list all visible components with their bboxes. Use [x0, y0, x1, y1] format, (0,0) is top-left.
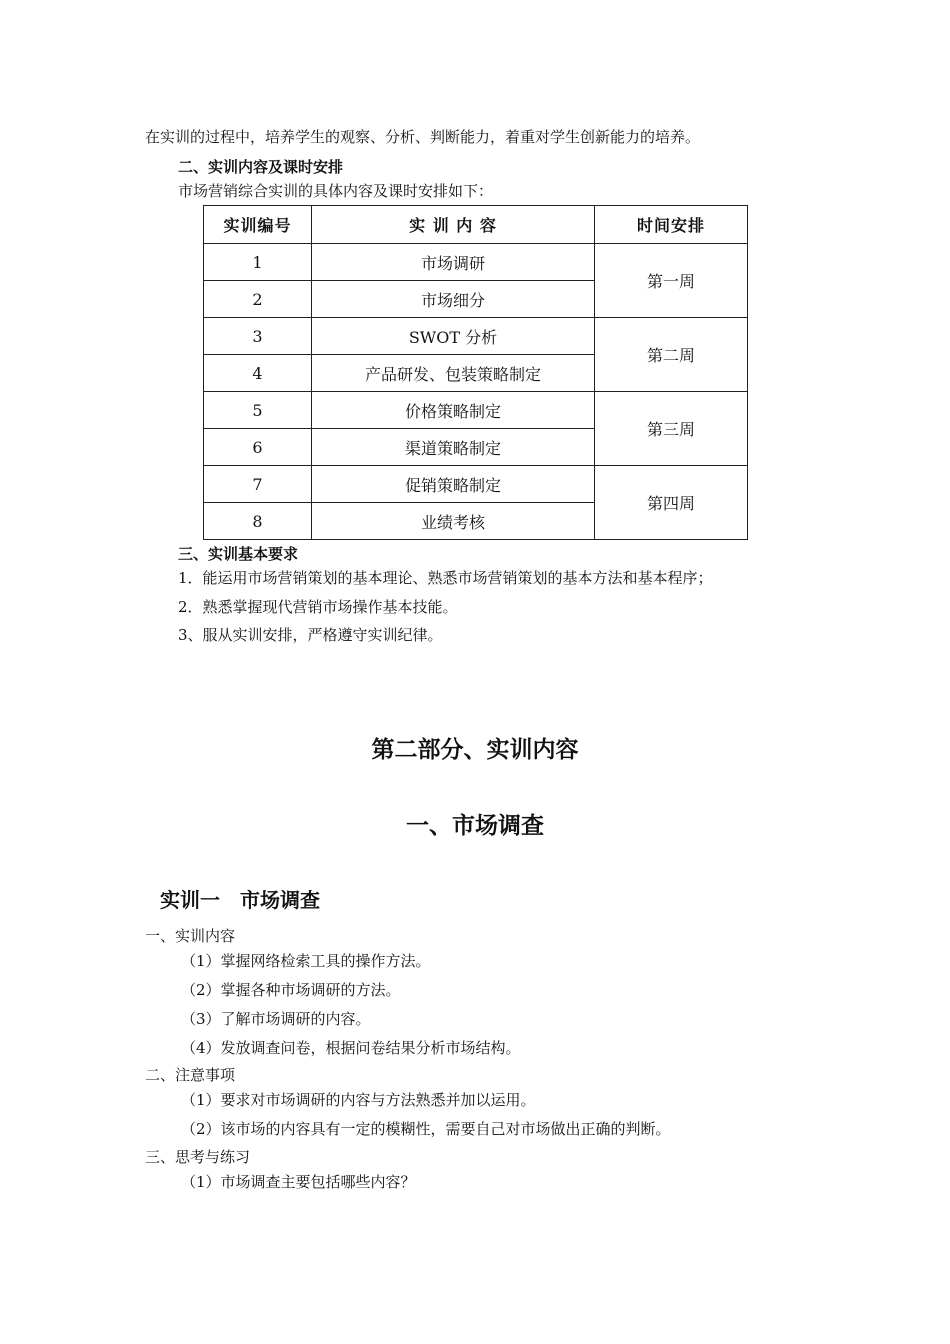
intro-line: 在实训的过程中，培养学生的观察、分析、判断能力，着重对学生创新能力的培养。 — [145, 128, 701, 146]
cell-no: 5 — [204, 392, 312, 429]
training-title: 实训一 市场调查 — [160, 888, 320, 912]
table-row — [204, 318, 748, 355]
cell-week: 第四周 — [595, 466, 748, 540]
table-row — [204, 466, 748, 503]
table-row — [204, 244, 748, 281]
cell-content: 促销策略制定 — [312, 466, 595, 503]
header-no: 实训编号 — [204, 206, 312, 244]
content-item: （2）掌握各种市场调研的方法。 — [181, 981, 401, 999]
header-content: 实 训 内 容 — [312, 206, 595, 244]
notes-item: （1）要求对市场调研的内容与方法熟悉并加以运用。 — [181, 1091, 536, 1109]
cell-content: 市场调研 — [312, 244, 595, 281]
cell-week: 第一周 — [595, 244, 748, 318]
requirement-item: 1．能运用市场营销策划的基本理论、熟悉市场营销策划的基本方法和基本程序； — [178, 569, 713, 587]
cell-no: 3 — [204, 318, 312, 355]
cell-no: 4 — [204, 355, 312, 392]
cell-content: 产品研发、包装策略制定 — [312, 355, 595, 392]
cell-no: 7 — [204, 466, 312, 503]
chapter-title: 一、市场调查 — [406, 813, 544, 839]
practice-item: （1）市场调查主要包括哪些内容？ — [181, 1173, 416, 1191]
content-heading: 一、实训内容 — [145, 927, 236, 945]
cell-content: 价格策略制定 — [312, 392, 595, 429]
cell-content: 市场细分 — [312, 281, 595, 318]
cell-no: 2 — [204, 281, 312, 318]
cell-week: 第二周 — [595, 318, 748, 392]
practice-heading: 三、思考与练习 — [145, 1148, 251, 1166]
requirement-item: 3、服从实训安排，严格遵守实训纪律。 — [178, 626, 443, 644]
cell-no: 8 — [204, 503, 312, 540]
header-week: 时间安排 — [595, 206, 748, 244]
cell-content: 业绩考核 — [312, 503, 595, 540]
section-heading-requirements: 三、实训基本要求 — [178, 545, 299, 563]
table-header-row — [204, 206, 748, 244]
notes-heading: 二、注意事项 — [145, 1066, 236, 1084]
requirement-item: 2．熟悉掌握现代营销市场操作基本技能。 — [178, 598, 458, 616]
cell-content: 渠道策略制定 — [312, 429, 595, 466]
content-item: （1）掌握网络检索工具的操作方法。 — [181, 952, 431, 970]
schedule-lead: 市场营销综合实训的具体内容及课时安排如下： — [178, 182, 494, 200]
notes-item: （2）该市场的内容具有一定的模糊性，需要自己对市场做出正确的判断。 — [181, 1120, 671, 1138]
section-heading-schedule: 二、实训内容及课时安排 — [178, 158, 344, 176]
content-item: （4）发放调查问卷，根据问卷结果分析市场结构。 — [181, 1039, 521, 1057]
cell-week: 第三周 — [595, 392, 748, 466]
cell-content: SWOT 分析 — [312, 318, 595, 355]
content-item: （3）了解市场调研的内容。 — [181, 1010, 371, 1028]
part-title: 第二部分、实训内容 — [371, 737, 579, 763]
cell-no: 1 — [204, 244, 312, 281]
cell-no: 6 — [204, 429, 312, 466]
schedule-table — [203, 205, 748, 540]
table-row — [204, 392, 748, 429]
